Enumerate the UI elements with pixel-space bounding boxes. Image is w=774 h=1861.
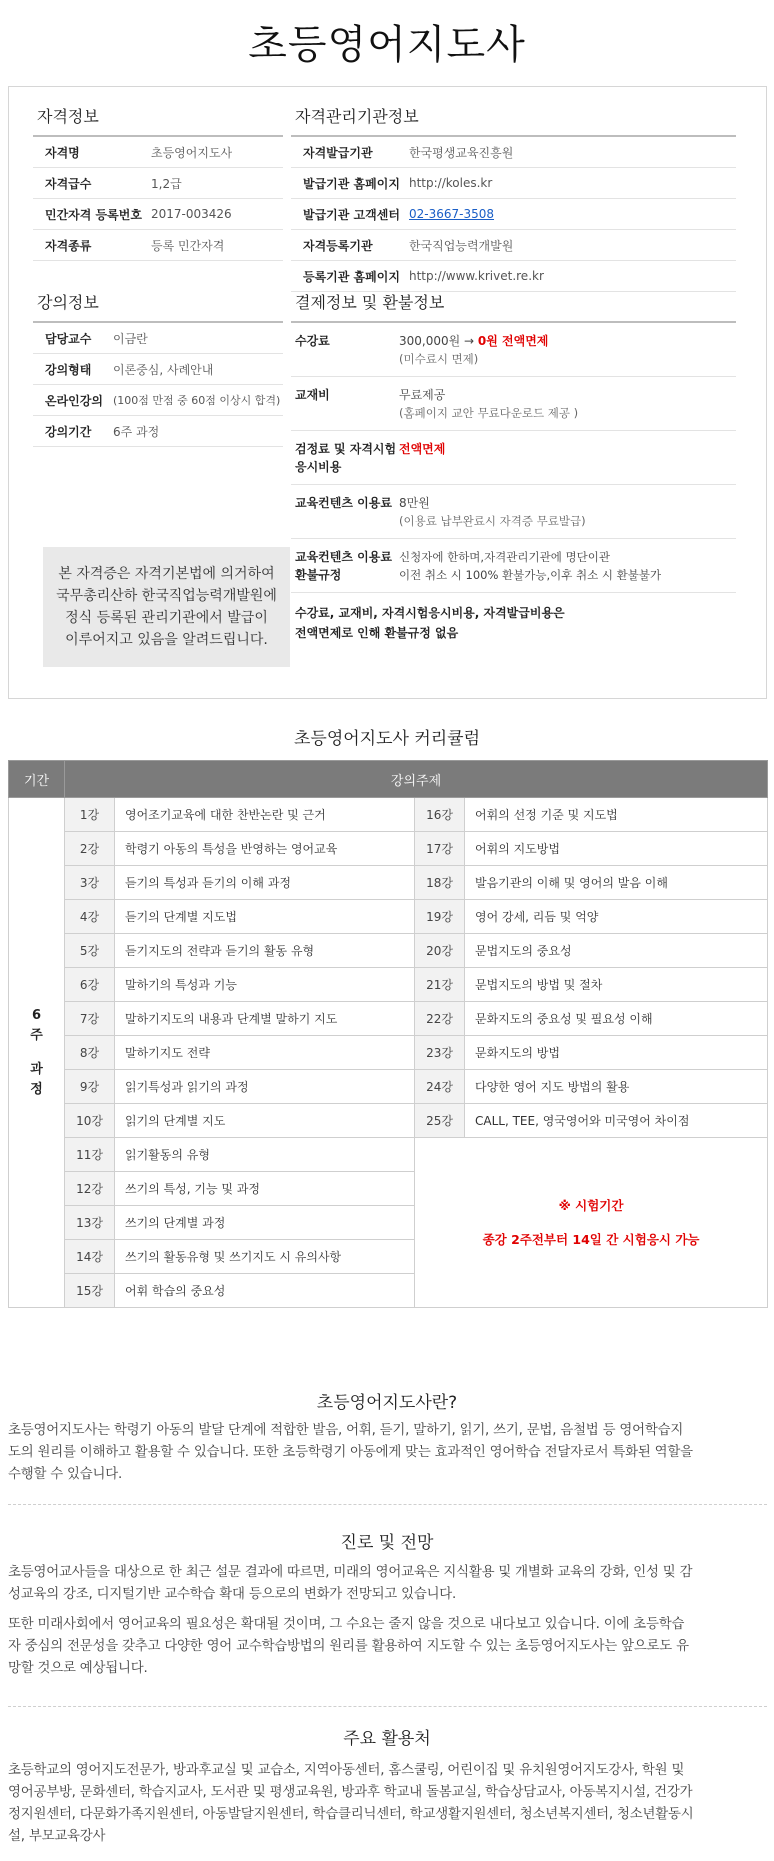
page-title: 초등영어지도사 <box>248 22 526 68</box>
lesson-number: 3강 <box>65 866 115 900</box>
usage-line: 정지원센터, 다문화가족지원센터, 아동발달지원센터, 학습클리닉센터, 학교생활지원센터, 청소년복지센터, 청소년활동시 <box>8 1807 694 1822</box>
kv-value: 2017-003426 <box>151 207 232 221</box>
usage-line: 영어공부방, 문화센터, 학습지교사, 도서관 및 평생교육원, 방과후 학교내 돌봄교실, 학습상담교사, 아동복지시설, 건강가 <box>8 1785 693 1800</box>
lesson-number: 7강 <box>65 1002 115 1036</box>
kv-value: 한국직업능력개발원 <box>409 238 514 253</box>
header-period: 기간 <box>9 761 65 798</box>
curriculum-row <box>9 1002 768 1036</box>
lesson-topic: 어휘의 선정 기준 및 지도법 <box>465 798 768 832</box>
content-fee-sub: (이용료 납부완료시 자격증 무료발급) <box>399 514 586 528</box>
lesson-number: 2강 <box>65 832 115 866</box>
kv-row <box>291 199 736 230</box>
career-line: 망할 것으로 예상됩니다. <box>8 1661 148 1676</box>
lesson-number: 20강 <box>415 934 465 968</box>
lesson-topic: 읽기활동의 유형 <box>115 1138 415 1172</box>
period-text: 주 <box>30 1027 43 1043</box>
kv-row <box>33 354 283 385</box>
curriculum-row <box>9 1138 768 1172</box>
kv-row <box>33 323 283 354</box>
exam-fee-value: 전액면제 <box>399 442 446 456</box>
curriculum-body <box>9 798 768 1308</box>
lesson-number: 12강 <box>65 1172 115 1206</box>
kv-value: 이론중심, 사례안내 <box>113 362 214 377</box>
usage-line: 설, 부모교육강사 <box>8 1829 106 1844</box>
kv-key: 강의기간 <box>45 424 92 439</box>
lesson-number: 1강 <box>65 798 115 832</box>
usage-text <box>8 1760 767 1848</box>
fee-price: 300,000원 → <box>399 334 478 348</box>
period-text: 6 <box>31 1007 42 1023</box>
about-title: 초등영어지도사란? <box>316 1393 458 1413</box>
kv-value: 1,2급 <box>151 176 182 191</box>
kv-value: 6주 과정 <box>113 424 160 439</box>
exam-period-cell <box>415 1138 768 1308</box>
lesson-number: 9강 <box>65 1070 115 1104</box>
lesson-topic: 듣기의 단계별 지도법 <box>115 900 415 934</box>
lesson-topic: 듣기지도의 전략과 듣기의 활동 유형 <box>115 934 415 968</box>
exam-text: 종강 2주전부터 14일 간 시험응시 가능 <box>482 1231 700 1247</box>
period-cell <box>9 798 65 1308</box>
notice-line: 이루어지고 있음을 알려드립니다. <box>65 632 268 648</box>
fee-label: 수강료 <box>295 334 330 348</box>
lesson-number: 17강 <box>415 832 465 866</box>
about-line: 도의 원리를 이해하고 활용할 수 있습니다. 또한 초등학령기 아동에게 맞는 효과적인 영어학습 전달자로서 특화된 역할을 <box>8 1445 693 1460</box>
kv-key: 자격급수 <box>45 176 92 191</box>
registry-homepage-link[interactable]: http://www.krivet.re.kr <box>409 269 544 283</box>
info-box <box>8 86 767 699</box>
period-text: 과 <box>30 1061 43 1077</box>
career-line: 또한 미래사회에서 영어교육의 필요성은 확대될 것이며, 그 수요는 줄지 않을 것으로 내다보고 있습니다. 이에 초등학습 <box>8 1617 685 1632</box>
payment-note-line: 수강료, 교재비, 자격시험응시비용, 자격발급비용은 <box>295 606 565 620</box>
career-line: 자 중심의 전문성을 갖추고 다양한 영어 교수학습방법의 원리를 활용하여 지도할 수 있는 초등영어지도사는 앞으로도 유 <box>8 1639 689 1654</box>
payment-heading: 결제정보 및 환불정보 <box>291 283 736 323</box>
lesson-number: 10강 <box>65 1104 115 1138</box>
curriculum-row <box>9 832 768 866</box>
fee-row <box>291 323 736 377</box>
content-fee-row <box>291 485 736 539</box>
kv-row <box>33 137 283 168</box>
usage-title: 주요 활용처 <box>343 1729 431 1749</box>
lesson-topic: 다양한 영어 지도 방법의 활용 <box>465 1070 768 1104</box>
notice-line: 본 자격증은 자격기본법에 의거하여 <box>58 566 275 582</box>
lesson-topic: 학령기 아동의 특성을 반영하는 영어교육 <box>115 832 415 866</box>
curriculum-row <box>9 866 768 900</box>
curriculum-row <box>9 798 768 832</box>
kv-key: 발급기관 고객센터 <box>303 207 400 222</box>
lesson-topic: 문법지도의 방법 및 절차 <box>465 968 768 1002</box>
lesson-topic: 문화지도의 방법 <box>465 1036 768 1070</box>
lesson-topic: 읽기의 단계별 지도 <box>115 1104 415 1138</box>
kv-key: 자격등록기관 <box>303 238 373 253</box>
period-text: 정 <box>30 1081 43 1097</box>
homepage-link[interactable]: http://koles.kr <box>409 176 493 190</box>
lesson-topic: 쓰기의 특성, 기능 및 과정 <box>115 1172 415 1206</box>
lesson-topic: 영어조기교육에 대한 찬반논란 및 근거 <box>115 798 415 832</box>
kv-row <box>291 137 736 168</box>
kv-row <box>33 199 283 230</box>
payment-note-line: 전액면제로 인해 환불규정 없음 <box>295 626 459 640</box>
header-topic: 강의주제 <box>65 761 768 798</box>
lesson-topic: 어휘의 지도방법 <box>465 832 768 866</box>
refund-line: 신청자에 한하며,자격관리기관에 명단이관 <box>399 550 610 564</box>
material-row <box>291 377 736 431</box>
curriculum-header-row <box>9 761 768 798</box>
lesson-number: 13강 <box>65 1206 115 1240</box>
kv-key: 자격종류 <box>45 238 92 253</box>
kv-key: 자격발급기관 <box>303 145 373 160</box>
content-fee-value: 8만원 <box>399 496 430 510</box>
lesson-number: 6강 <box>65 968 115 1002</box>
about-line: 초등영어지도사는 학령기 아동의 발달 단계에 적합한 발음, 어휘, 듣기, 말하기, 읽기, 쓰기, 문법, 음철법 등 영어학습지 <box>8 1423 684 1438</box>
lesson-number: 4강 <box>65 900 115 934</box>
exam-title: ※ 시험기간 <box>558 1197 624 1213</box>
material-value: 무료제공 <box>399 388 446 402</box>
material-label: 교재비 <box>295 388 330 402</box>
refund-line: 이전 취소 시 100% 환불가능,이후 취소 시 환불불가 <box>399 568 662 582</box>
kv-key: 민간자격 등록번호 <box>45 207 142 222</box>
agency-panel <box>291 97 736 292</box>
lesson-number: 15강 <box>65 1274 115 1308</box>
usage-line: 초등학교의 영어지도전문가, 방과후교실 및 교습소, 지역아동센터, 홈스쿨링, 어린이집 및 유치원영어지도강사, 학원 및 <box>8 1763 685 1778</box>
about-line: 수행할 수 있습니다. <box>8 1467 123 1482</box>
payment-panel <box>291 283 736 643</box>
lesson-number: 11강 <box>65 1138 115 1172</box>
agency-heading: 자격관리기관정보 <box>291 97 736 137</box>
kv-key: 담당교수 <box>45 331 92 346</box>
curriculum-row <box>9 900 768 934</box>
content-fee-label: 교육컨텐츠 이용료 <box>295 496 392 510</box>
curriculum-row <box>9 1070 768 1104</box>
lesson-number: 16강 <box>415 798 465 832</box>
kv-value: 한국평생교육진흥원 <box>409 145 514 160</box>
curriculum-table <box>8 760 768 1308</box>
kv-value: 등록 민간자격 <box>151 238 225 253</box>
career-text <box>8 1562 767 1680</box>
phone-link[interactable]: 02-3667-3508 <box>409 207 495 221</box>
lesson-topic: 어휘 학습의 중요성 <box>115 1274 415 1308</box>
qualification-panel <box>33 97 283 261</box>
about-text <box>8 1420 767 1486</box>
kv-row <box>33 230 283 261</box>
kv-row <box>291 168 736 199</box>
payment-note <box>291 593 736 643</box>
notice-line: 국무총리산하 한국직업능력개발원에 <box>56 588 277 604</box>
curriculum-row <box>9 934 768 968</box>
kv-row <box>33 385 283 416</box>
lesson-topic: 문법지도의 중요성 <box>465 934 768 968</box>
kv-row <box>291 230 736 261</box>
refund-label: 교육컨텐츠 이용료 환불규정 <box>295 550 392 582</box>
lesson-number: 8강 <box>65 1036 115 1070</box>
qualification-heading: 자격정보 <box>33 97 283 137</box>
lesson-number: 18강 <box>415 866 465 900</box>
kv-key: 발급기관 홈페이지 <box>303 176 400 191</box>
career-title: 진로 및 전망 <box>340 1533 434 1553</box>
lesson-topic: 문화지도의 중요성 및 필요성 이해 <box>465 1002 768 1036</box>
lesson-topic: CALL, TEE, 영국영어와 미국영어 차이점 <box>465 1104 768 1138</box>
lesson-topic: 영어 강세, 리듬 및 억양 <box>465 900 768 934</box>
lesson-topic: 말하기지도 전략 <box>115 1036 415 1070</box>
lesson-topic: 쓰기의 단계별 과정 <box>115 1206 415 1240</box>
career-line: 성교육의 강조, 디지털기반 교수학습 확대 등으로의 변화가 전망되고 있습니다. <box>8 1587 457 1602</box>
curriculum-row <box>9 1036 768 1070</box>
curriculum-row <box>9 1104 768 1138</box>
lesson-number: 14강 <box>65 1240 115 1274</box>
exam-fee-label: 검정료 및 자격시험 응시비용 <box>295 442 397 474</box>
lesson-number: 25강 <box>415 1104 465 1138</box>
fee-free: 0원 전액면제 <box>477 334 549 348</box>
notice-line: 정식 등록된 관리기관에서 발급이 <box>65 610 268 626</box>
notice-box <box>43 547 290 667</box>
lecture-panel <box>33 283 283 447</box>
kv-key: 등록기관 홈페이지 <box>303 269 400 284</box>
lesson-number: 19강 <box>415 900 465 934</box>
exam-fee-row <box>291 431 736 485</box>
refund-row <box>291 539 736 593</box>
kv-value: 초등영어지도사 <box>151 145 233 160</box>
lesson-number: 23강 <box>415 1036 465 1070</box>
lesson-topic: 말하기의 특성과 기능 <box>115 968 415 1002</box>
curriculum-row <box>9 968 768 1002</box>
lesson-topic: 발음기관의 이해 및 영어의 발음 이해 <box>465 866 768 900</box>
material-sub: (홈페이지 교안 무료다운로드 제공 ) <box>399 406 579 420</box>
lesson-topic: 듣기의 특성과 듣기의 이해 과정 <box>115 866 415 900</box>
kv-row <box>33 168 283 199</box>
curriculum-title: 초등영어지도사 커리큘럼 <box>293 729 481 749</box>
section-divider <box>8 1706 767 1707</box>
section-divider <box>8 1504 767 1505</box>
lesson-number: 24강 <box>415 1070 465 1104</box>
lesson-number: 22강 <box>415 1002 465 1036</box>
lesson-topic: 읽기특성과 읽기의 과정 <box>115 1070 415 1104</box>
kv-key: 자격명 <box>45 145 80 160</box>
lecture-heading: 강의정보 <box>33 283 283 323</box>
lesson-number: 21강 <box>415 968 465 1002</box>
lesson-topic: 쓰기의 활동유형 및 쓰기지도 시 유의사항 <box>115 1240 415 1274</box>
kv-key: 온라인강의 <box>45 393 103 408</box>
lesson-topic: 말하기지도의 내용과 단계별 말하기 지도 <box>115 1002 415 1036</box>
kv-key: 강의형태 <box>45 362 92 377</box>
fee-sub: (미수료시 면제) <box>399 352 479 366</box>
kv-value: (100점 만점 중 60점 이상시 합격) <box>113 394 281 407</box>
lesson-number: 5강 <box>65 934 115 968</box>
kv-value: 이금란 <box>113 331 148 346</box>
career-line: 초등영어교사들을 대상으로 한 최근 설문 결과에 따르면, 미래의 영어교육은 지식활용 및 개별화 교육의 강화, 인성 및 감 <box>8 1565 693 1580</box>
kv-row <box>33 416 283 447</box>
